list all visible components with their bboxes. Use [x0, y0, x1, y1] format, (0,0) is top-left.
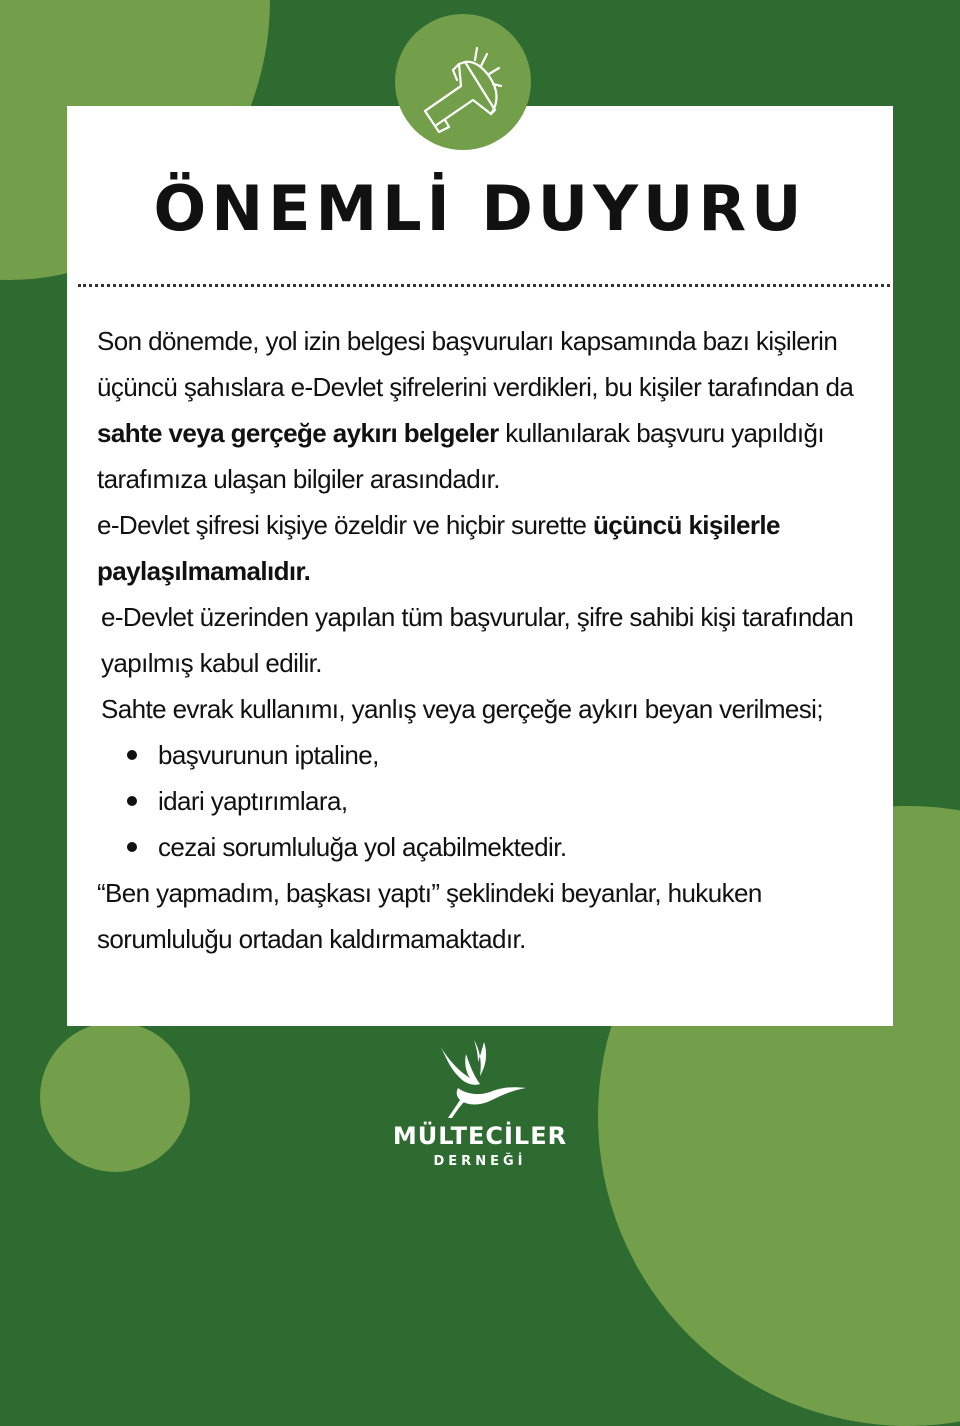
paragraph-1-text-a: Son dönemde, yol izin belgesi başvuruları kapsamında bazı kişilerin üçüncü şahıslara e-Devlet şifrelerini verdikleri, bu kişiler tarafından da [97, 326, 854, 402]
announcement-body [97, 318, 887, 962]
megaphone-icon [395, 14, 531, 150]
decor-circle-bottom-left [40, 1022, 190, 1172]
paragraph-1 [97, 318, 887, 502]
consequence-list [97, 732, 887, 870]
paragraph-5: “Ben yapmadım, başkası yaptı” şeklindeki beyanlar, hukuken sorumluluğu ortadan kaldırmamaktadır. [97, 878, 762, 954]
dotted-divider [78, 284, 890, 287]
logo-subtitle: DERNEĞİ [433, 1154, 527, 1169]
paragraph-2-text: e-Devlet şifresi kişiye özeldir ve hiçbir surette [97, 510, 593, 540]
list-item: idari yaptırımlara, [97, 778, 887, 824]
page-title: ÖNEMLİ DUYURU [153, 172, 807, 245]
paragraph-1-text-b: kullanılarak başvuru yapıldığı tarafımıza ulaşan bilgiler arasındadır. [97, 418, 825, 494]
paragraph-4: Sahte evrak kullanımı, yanlış veya gerçeğe aykırı beyan verilmesi; [101, 694, 823, 724]
paragraph-3: e-Devlet üzerinden yapılan tüm başvurular, şifre sahibi kişi tarafından yapılmış kabul edilir. [101, 602, 854, 678]
list-item: cezai sorumluluğa yol açabilmektedir. [97, 824, 887, 870]
paragraph-2-bold: üçüncü kişilerle paylaşılmamalıdır. [97, 510, 780, 586]
megaphone-badge [395, 14, 531, 150]
logo-name: MÜLTECİLER [392, 1122, 568, 1150]
paragraph-2 [97, 502, 887, 594]
crane-bird-icon [430, 1036, 530, 1120]
paragraph-1-bold: sahte veya gerçeğe aykırı belgeler [97, 418, 499, 448]
list-item: başvurunun iptaline, [97, 732, 887, 778]
organization-logo [372, 1036, 588, 1176]
